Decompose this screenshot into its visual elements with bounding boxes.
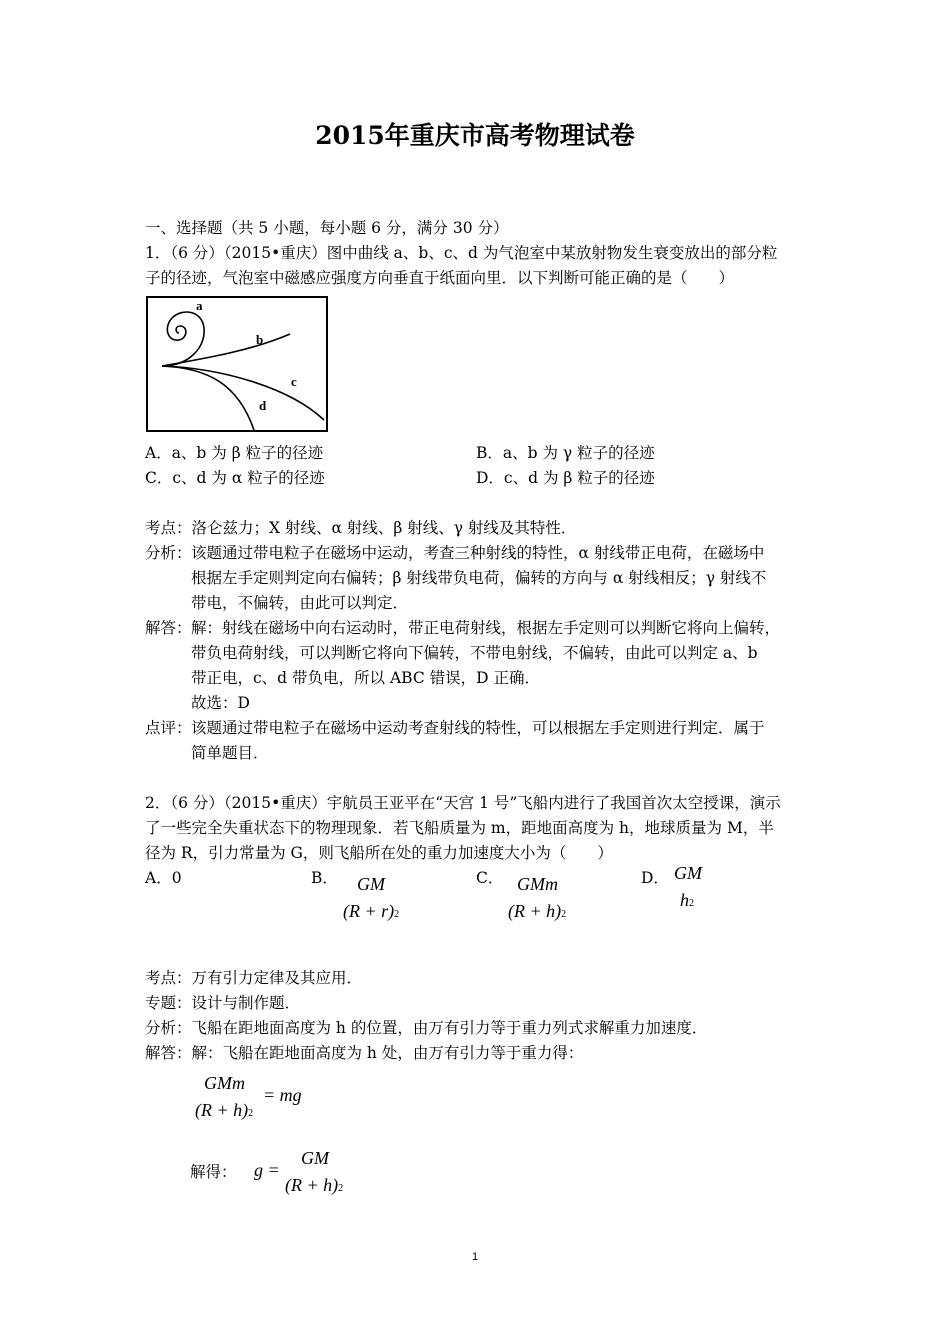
particle-tracks-diagram	[148, 298, 326, 430]
q1-stem-line2: 子的径迹，气泡室中磁感应强度方向垂直于纸面向里．以下判断可能正确的是（ ）	[145, 269, 735, 287]
q2-option-d-numerator: GM	[674, 863, 702, 883]
q2-stem-line1: 2．（6 分）（2015•重庆）宇航员王亚平在“天宫 1 号”飞船内进行了我国首次太空授课，演示	[145, 794, 781, 812]
q2-kaodian: 考点：万有引力定律及其应用．	[145, 969, 363, 987]
q1-dianping-label: 点评：	[145, 719, 192, 737]
jiede-label: 解得：	[190, 1163, 237, 1181]
q1-jieda-line3: 带正电，c、d 带负电，所以 ABC 错误，D 正确．	[191, 669, 540, 687]
q2-jieda: 解答：解：飞船在距地面高度为 h 处，由万有引力等于重力得：	[145, 1044, 584, 1062]
q1-fenxi-line1: 该题通过带电粒子在磁场中运动，考查三种射线的特性，α 射线带正电荷，在磁场中	[191, 544, 765, 562]
q1-jieda-line2: 带负电荷射线，可以判断它将向下偏转，不带电射线，不偏转，由此可以判定 a、b	[191, 644, 758, 662]
track-c	[162, 366, 324, 420]
q1-option-c: C．c、d 为 α 粒子的径迹	[145, 469, 325, 487]
eq2-lhs: g =	[254, 1160, 280, 1180]
q2-option-c-denominator: (R + h)2	[508, 901, 567, 921]
q1-fenxi-label: 分析：	[145, 544, 192, 562]
q2-option-c-label: C．	[476, 869, 504, 887]
q2-option-d-label: D．	[641, 869, 669, 887]
section-heading: 一、选择题（共 5 小题，每小题 6 分，满分 30 分）	[145, 219, 509, 237]
q2-option-a: A．0	[145, 869, 182, 887]
page-number: 1	[471, 1251, 479, 1263]
q1-fenxi-line3: 带电，不偏转，由此可以判定．	[191, 594, 409, 612]
q1-option-a: A．a、b 为 β 粒子的径迹	[145, 444, 324, 462]
track-d	[162, 366, 254, 430]
eq2-denominator: (R + h)2	[285, 1175, 344, 1195]
q1-stem-line1: 1．（6 分）（2015•重庆）图中曲线 a、b、c、d 为气泡室中某放射物发生衰变放出的部分粒	[145, 244, 778, 262]
q2-option-b-numerator: GM	[357, 874, 385, 894]
q1-dianping-line1: 该题通过带电粒子在磁场中运动考查射线的特性，可以根据左手定则进行判定．属于	[191, 719, 765, 737]
q2-fenxi: 分析：飞船在距地面高度为 h 的位置，由万有引力等于重力列式求解重力加速度．	[145, 1019, 708, 1037]
q1-kaodian: 考点：洛仑兹力；X 射线、α 射线、β 射线、γ 射线及其特性．	[145, 519, 577, 537]
page-title: 2015年重庆市高考物理试卷	[315, 121, 635, 150]
q1-jieda-label: 解答：	[145, 619, 192, 637]
track-a	[162, 312, 204, 366]
label-c: c	[291, 374, 297, 389]
q2-option-c-numerator: GMm	[517, 874, 558, 894]
q2-stem-line3: 径为 R，引力常量为 G，则飞船所在处的重力加速度大小为（ ）	[145, 844, 613, 862]
q2-stem-line2: 了一些完全失重状态下的物理现象．若飞船质量为 m，距地面高度为 h，地球质量为 M，半	[145, 819, 774, 837]
q2-option-b-label: B．	[311, 869, 338, 887]
eq2-numerator: GM	[301, 1148, 329, 1168]
q2-option-b-denominator: (R + r)2	[343, 901, 400, 921]
q1-option-b: B．a、b 为 γ 粒子的径迹	[476, 444, 655, 462]
eq1-rhs: = mg	[263, 1085, 302, 1105]
q1-option-d: D．c、d 为 β 粒子的径迹	[476, 469, 655, 487]
label-d: d	[259, 398, 267, 413]
bubble-chamber-figure	[146, 296, 328, 432]
q1-jieda-line4: 故选：D	[191, 694, 250, 712]
eq1-denominator: (R + h)2	[195, 1100, 254, 1120]
label-a: a	[196, 298, 203, 313]
q2-zhuanti: 专题：设计与制作题．	[145, 994, 301, 1012]
eq1-numerator: GMm	[204, 1073, 245, 1093]
q1-jieda-line1: 解：射线在磁场中向右运动时，带正电荷射线，根据左手定则可以判断它将向上偏转，	[191, 619, 781, 637]
q1-dianping-line2: 简单题目．	[191, 744, 269, 762]
q2-option-d-denominator: h2	[680, 890, 694, 910]
label-b: b	[256, 332, 264, 347]
q1-fenxi-line2: 根据左手定则判定向右偏转；β 射线带负电荷，偏转的方向与 α 射线相反；γ 射线不	[191, 569, 767, 587]
